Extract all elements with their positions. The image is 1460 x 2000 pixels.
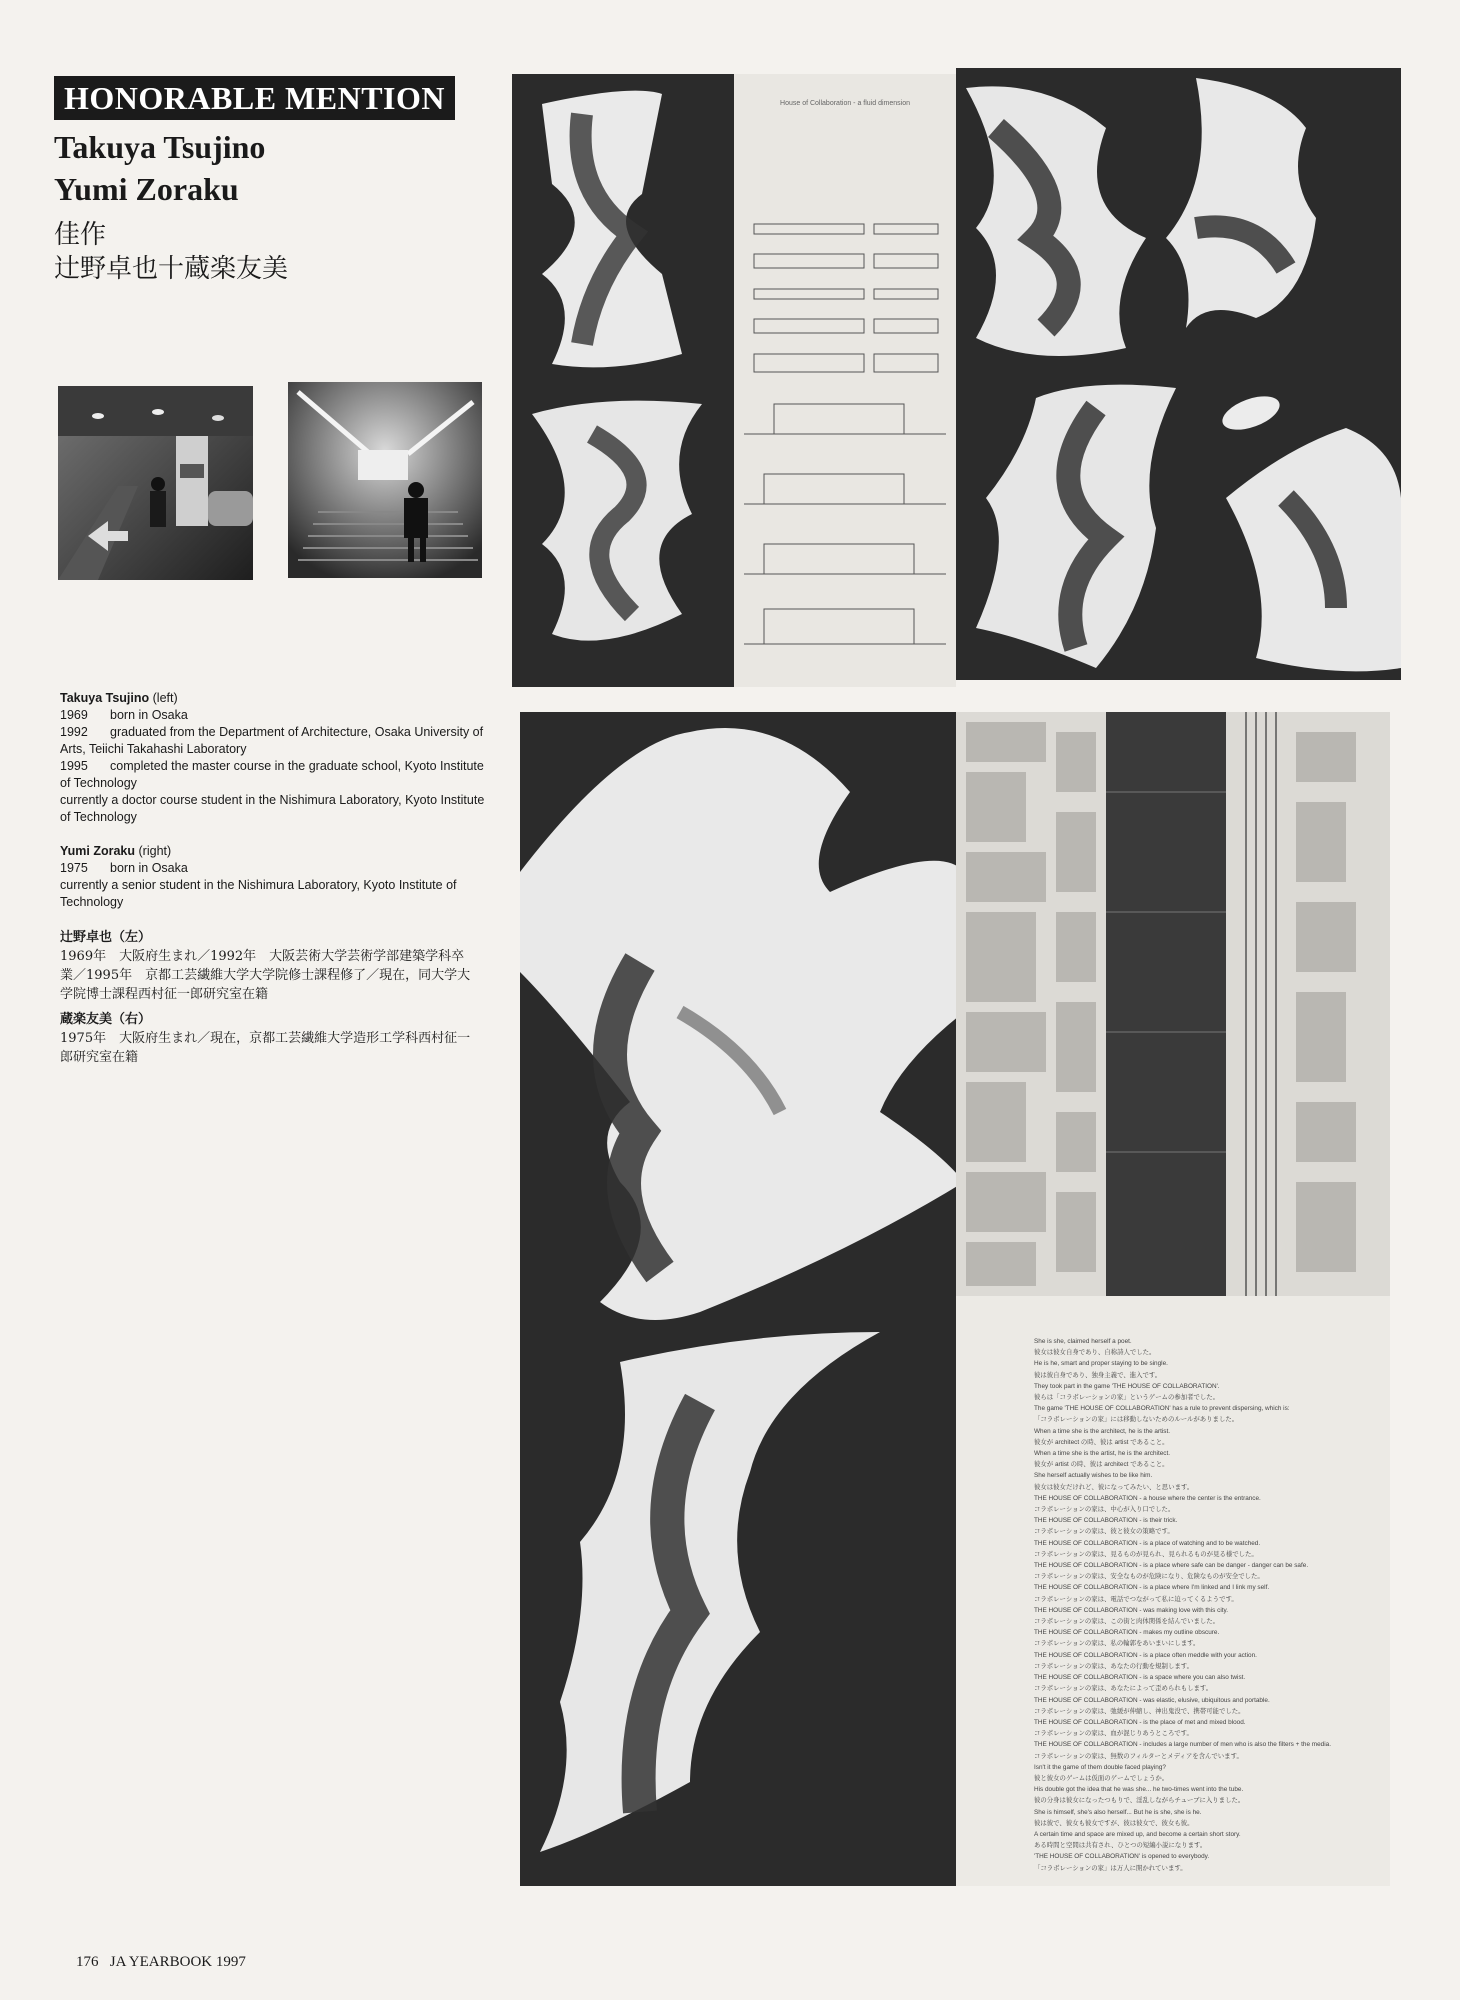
award-badge: HONORABLE MENTION (54, 76, 455, 120)
poem-line: THE HOUSE OF COLLABORATION - is a place where I'm linked and I link my self. (1034, 1584, 1270, 1592)
poem-line: 彼女が architect の時、彼は artist であること。 (1034, 1438, 1169, 1446)
bio-entry (60, 707, 490, 724)
poem-line: THE HOUSE OF COLLABORATION - is a place where safe can be danger - danger can be safe. (1034, 1562, 1309, 1570)
poem-line: コラボレーションの家は、弛緩が伸縮し、神出鬼没で、携帯可能でした。 (1034, 1707, 1245, 1715)
bio-entry (60, 860, 490, 877)
poem-line: ある時間と空間は共有され、ひとつの短編小説になります。 (1034, 1842, 1207, 1850)
poem-line: When a time she is the artist, he is the architect. (1034, 1450, 1171, 1458)
bio-side: (right) (138, 844, 172, 858)
poem-line: コラボレーションの家は、彼と彼女の策略です。 (1034, 1528, 1174, 1536)
poem-line: THE HOUSE OF COLLABORATION - is the place of met and mixed blood. (1034, 1718, 1246, 1726)
poem-line: THE HOUSE OF COLLABORATION - includes a large number of men who is also the filters + the media. (1034, 1741, 1331, 1749)
author-name-1: Takuya Tsujino (54, 129, 266, 165)
poem-text (1034, 1336, 1331, 1874)
bio-entry (60, 877, 490, 894)
bio-entry-text: born in Osaka (110, 861, 188, 875)
poem-line: 彼の分身は彼女になったつもりで、淫乱しながらチューブに入りました。 (1034, 1797, 1245, 1805)
bio-jp-line: 1975年 大阪府生まれ／現在，京都工芸繊維大学造形工学科西村征一 (60, 1031, 471, 1046)
poem-line: THE HOUSE OF COLLABORATION - is a space where you can also twist. (1034, 1674, 1246, 1682)
bio-name: Takuya Tsujino (60, 691, 150, 705)
poem-line: 「コラボレーションの家」は万人に開かれています。 (1034, 1864, 1187, 1872)
bio-entry (60, 724, 490, 741)
bio-jp-line: 業／1995年 京都工芸繊維大学大学院修士課程修了／現在，同大学大 (60, 968, 471, 983)
bio-entry (60, 792, 490, 809)
bio-jp-line: 学院博士課程西村征一郎研究室在籍 (60, 987, 269, 1002)
poem-line: コラボレーションの家は、あなたの行動を規制します。 (1034, 1662, 1193, 1670)
poem-line: He is he, smart and proper staying to be single. (1034, 1360, 1168, 1368)
bio-entry-text: born in Osaka (110, 708, 188, 722)
bio-entry-year: 1992 (60, 725, 88, 739)
bio-zoraku (60, 843, 490, 911)
poem-line: 「コラボレーションの家」には移動しないためのルールがありました。 (1034, 1416, 1239, 1424)
poem-line: 彼は彼で、彼女も彼女ですが、彼は彼女で、彼女も彼。 (1034, 1819, 1194, 1827)
bio-jp-zoraku-head: 蔵楽友美（右） (60, 1012, 152, 1027)
model-panel-right (956, 68, 1401, 680)
model-panel-left (512, 74, 734, 687)
poem-line: She is himself, she's also herself... But he is she, she is he. (1034, 1808, 1202, 1816)
bio-tsujino (60, 690, 490, 826)
poem-line: コラボレーションの家は、中心が入り口でした。 (1034, 1506, 1175, 1514)
portrait-photo-left (58, 386, 253, 580)
bio-entry-year: 1975 (60, 861, 88, 875)
bio-entry (60, 775, 490, 792)
poem-line: A certain time and space are mixed up, and become a certain short story. (1034, 1830, 1241, 1838)
bio-entry-text: currently a senior student in the Nishimura Laboratory, Kyoto Institute of (60, 878, 457, 892)
bio-entry-year: 1995 (60, 759, 88, 773)
poem-line: THE HOUSE OF COLLABORATION - is a place of watching and to be watched. (1034, 1539, 1261, 1547)
poem-line: 彼女が artist の時、彼は architect であること。 (1034, 1461, 1169, 1469)
bio-entries (60, 707, 490, 826)
page-number: 176 (76, 1954, 99, 1970)
poem-line: 彼らは「コラボレーションの家」というゲームの参加者でした。 (1034, 1394, 1220, 1402)
poem-line: 彼女は彼女だけれど、彼になってみたい、と思います。 (1034, 1483, 1194, 1491)
bio-entry-text: of Technology (60, 776, 137, 790)
poem-line: THE HOUSE OF COLLABORATION - was elastic, elusive, ubiquitous and portable. (1034, 1696, 1270, 1704)
bio-entry-text: currently a doctor course student in the Nishimura Laboratory, Kyoto Institute (60, 793, 485, 807)
bio-entries (60, 860, 490, 911)
poem-line: 彼は彼自身であり、独身主義で、進入です。 (1034, 1371, 1162, 1379)
model-panel-large (520, 712, 964, 1886)
drawing-sheet-title: House of Collaboration - a fluid dimension (780, 100, 910, 107)
poem-line: When a time she is the architect, he is the artist. (1034, 1427, 1171, 1435)
poem-line: The game 'THE HOUSE OF COLLABORATION' has a rule to prevent dispersing, which is: (1034, 1405, 1290, 1413)
poem-sheet (956, 1296, 1390, 1886)
bio-jp-tsujino-head: 辻野卓也（左） (60, 930, 152, 945)
jp-heading (54, 218, 288, 286)
poem-line: コラボレーションの家は、私の輪郭をあいまいにします。 (1034, 1640, 1200, 1648)
bio-entry-text: Technology (60, 895, 124, 909)
authors-block (54, 126, 265, 210)
poem-line: Isn't it the game of them double faced playing? (1034, 1763, 1166, 1771)
bio-entry-text: Arts, Teiichi Takahashi Laboratory (60, 742, 247, 756)
poem-line: She is she, claimed herself a poet. (1034, 1338, 1132, 1345)
bio-jp-line: 1969年 大阪府生まれ／1992年 大阪芸術大学芸術学部建築学科卒 (60, 949, 465, 964)
poem-line: She herself actually wishes to be like him. (1034, 1472, 1153, 1480)
poem-line: コラボレーションの家は、電話でつながって私に迫ってくるようです。 (1034, 1595, 1238, 1603)
poem-line: THE HOUSE OF COLLABORATION - a house where the center is the entrance. (1034, 1494, 1261, 1502)
poem-line: コラボレーションの家は、安全なものが危険になり、危険なものが安全でした。 (1034, 1573, 1264, 1581)
site-map (956, 712, 1390, 1296)
bio-entry-text: graduated from the Department of Architecture, Osaka University of (110, 725, 484, 739)
bio-name: Yumi Zoraku (60, 844, 136, 858)
poem-line: THE HOUSE OF COLLABORATION - is their trick. (1034, 1517, 1178, 1525)
bio-entry-year: 1969 (60, 708, 88, 722)
poem-line: THE HOUSE OF COLLABORATION - makes my outline obscure. (1034, 1629, 1220, 1637)
bio-side: (left) (152, 691, 178, 705)
jp-award-label: 佳作 (54, 220, 107, 250)
jp-author-names: 辻野卓也十蔵楽友美 (54, 254, 289, 284)
bio-jp-line: 郎研究室在籍 (60, 1050, 139, 1065)
poem-line: コラボレーションの家は、あなたによって歪められもします。 (1034, 1685, 1213, 1693)
poem-line: コラボレーションの家は、見るものが見られ、見られるものが見る様でした。 (1034, 1550, 1258, 1558)
poem-line: His double got the idea that he was she... he two-times went into the tube. (1034, 1786, 1244, 1794)
poem-line: コラボレーションの家は、この街と肉体関係を結んでいました。 (1034, 1618, 1220, 1626)
poem-line: 'THE HOUSE OF COLLABORATION' is opened to everybody. (1034, 1853, 1210, 1861)
bio-entry (60, 758, 490, 775)
portrait-photo-right (288, 382, 482, 578)
bio-entry (60, 809, 490, 826)
bio-jp (60, 928, 500, 1067)
bio-entry (60, 741, 490, 758)
poem-line: 彼と彼女のゲームは仮面のゲームでしょうか。 (1034, 1774, 1169, 1782)
bio-entry (60, 894, 490, 911)
bio-entry-text: completed the master course in the graduate school, Kyoto Institute (110, 759, 484, 773)
poem-line: THE HOUSE OF COLLABORATION - was making love with this city. (1034, 1606, 1229, 1614)
poem-line: コラボレーションの家は、血が混じりあうところです。 (1034, 1730, 1193, 1738)
author-name-2: Yumi Zoraku (54, 171, 239, 207)
poem-line: コラボレーションの家は、無数のフィルターとメディアを含んでいます。 (1034, 1752, 1243, 1760)
page-footer (76, 1954, 246, 1971)
poem-line: They took part in the game 'THE HOUSE OF COLLABORATION'. (1034, 1382, 1220, 1390)
poem-line: THE HOUSE OF COLLABORATION - is a place often meddle with your action. (1034, 1651, 1257, 1659)
poem-line: 彼女は彼女自身であり、自称詩人でした。 (1034, 1349, 1156, 1357)
publication-name: JA YEARBOOK 1997 (109, 1954, 246, 1970)
drawing-sheet-elevations (734, 74, 956, 687)
bio-entry-text: of Technology (60, 810, 137, 824)
